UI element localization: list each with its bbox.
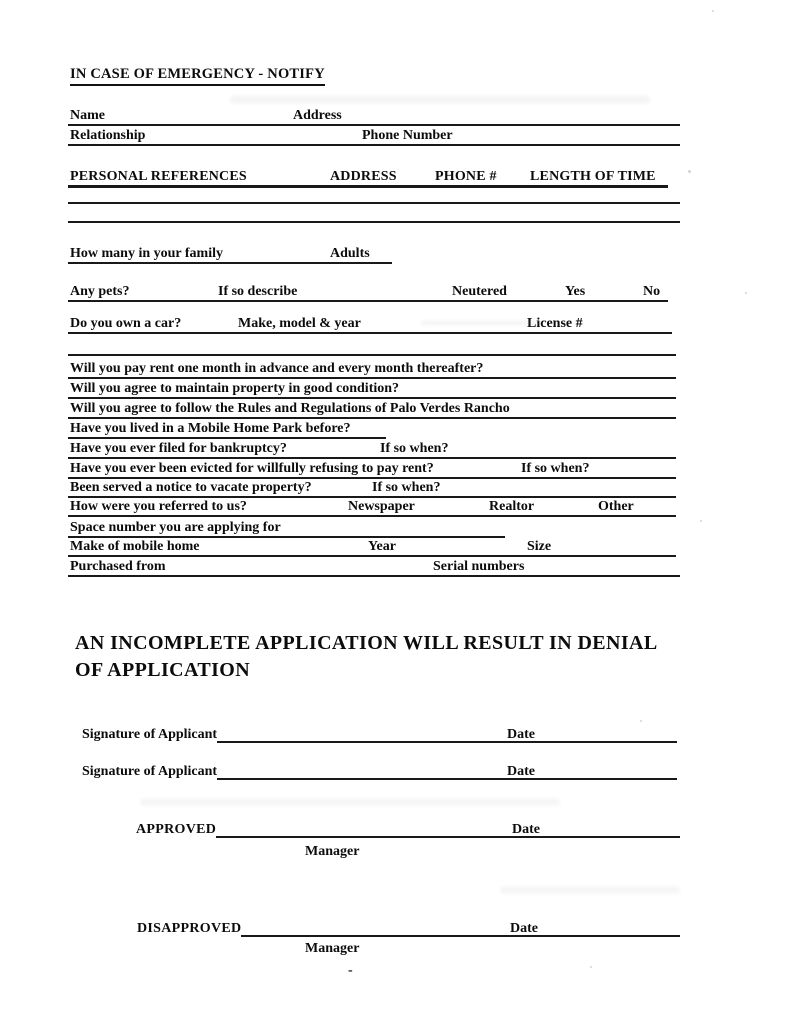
neutered-yes-label: Yes xyxy=(565,283,586,299)
emergency-name-address-row xyxy=(68,104,680,126)
signature-row-1 xyxy=(82,723,677,743)
signature-line-1 xyxy=(217,721,677,743)
rules-regulations-label: Will you agree to follow the Rules and Regulations of Palo Verdes Rancho xyxy=(70,400,510,416)
scan-smudge xyxy=(420,320,540,326)
referred-label: How were you referred to us? xyxy=(70,498,247,514)
evicted-label: Have you ever been evicted for willfully refusing to pay rent? xyxy=(70,460,434,476)
question-mobile-home-before-row xyxy=(68,417,386,439)
scan-speck xyxy=(590,966,592,968)
approved-manager-label: Manager xyxy=(305,844,360,859)
disapproved-date-label: Date xyxy=(510,920,538,936)
license-label: License # xyxy=(527,315,583,331)
bankruptcy-label: Have you ever filed for bankruptcy? xyxy=(70,440,287,456)
make-of-home-label: Make of mobile home xyxy=(70,538,200,554)
approved-line xyxy=(216,816,680,838)
advance-rent-label: Will you pay rent one month in advance and every month thereafter? xyxy=(70,360,484,376)
serial-numbers-label: Serial numbers xyxy=(433,558,525,574)
signature-row-2 xyxy=(82,760,677,780)
page-mark: - xyxy=(348,963,353,978)
neutered-no-label: No xyxy=(643,283,661,299)
approved-date-label: Date xyxy=(512,821,540,837)
relationship-label: Relationship xyxy=(70,127,146,143)
question-bankruptcy-row xyxy=(68,437,676,459)
disapproved-line xyxy=(241,911,680,937)
notice-vacate-label: Been served a notice to vacate property? xyxy=(70,479,312,495)
question-advance-rent-row xyxy=(68,357,676,379)
mobile-home-before-label: Have you lived in a Mobile Home Park before? xyxy=(70,420,351,436)
scan-speck xyxy=(700,520,702,522)
family-row xyxy=(68,242,392,264)
bankruptcy-when-label: If so when? xyxy=(380,440,449,456)
other-label: Other xyxy=(598,498,634,514)
references-phone-label: PHONE # xyxy=(435,168,497,184)
scan-smudge xyxy=(230,95,650,104)
incomplete-application-warning: AN INCOMPLETE APPLICATION WILL RESULT IN DENIAL OF APPLICATION xyxy=(75,632,657,681)
scan-speck xyxy=(712,10,714,12)
references-length-label: LENGTH OF TIME xyxy=(530,168,656,184)
signature-date-label-1: Date xyxy=(507,726,535,742)
own-car-label: Do you own a car? xyxy=(70,315,182,331)
adults-label: Adults xyxy=(330,245,370,261)
year-label: Year xyxy=(368,538,396,554)
emergency-section-title: IN CASE OF EMERGENCY - NOTIFY xyxy=(70,66,325,86)
question-make-of-home-row xyxy=(68,535,676,557)
question-rules-row xyxy=(68,397,676,419)
realtor-label: Realtor xyxy=(489,498,535,514)
how-many-family-label: How many in your family xyxy=(70,245,223,261)
question-referred-row xyxy=(68,495,676,517)
size-label: Size xyxy=(527,538,552,554)
approved-label: APPROVED xyxy=(136,821,217,837)
car-blank-line xyxy=(68,334,676,356)
phone-number-label: Phone Number xyxy=(362,127,453,143)
reference-blank-line-2 xyxy=(68,201,680,223)
name-label: Name xyxy=(70,107,105,123)
signature-date-label-2: Date xyxy=(507,763,535,779)
notice-when-label: If so when? xyxy=(372,479,441,495)
personal-references-label: PERSONAL REFERENCES xyxy=(70,168,247,184)
signature-applicant-label-1: Signature of Applicant xyxy=(82,726,218,742)
approved-row xyxy=(136,818,680,838)
disapproved-manager-label: Manager xyxy=(305,941,360,956)
newspaper-label: Newspaper xyxy=(348,498,415,514)
signature-applicant-label-2: Signature of Applicant xyxy=(82,763,218,779)
scan-smudge xyxy=(500,886,680,894)
car-row xyxy=(68,312,672,334)
signature-line-2 xyxy=(217,758,677,780)
pets-row xyxy=(68,280,668,302)
evicted-when-label: If so when? xyxy=(521,460,590,476)
make-model-year-label: Make, model & year xyxy=(238,315,361,331)
question-maintain-property-row xyxy=(68,377,676,399)
references-address-label: ADDRESS xyxy=(330,168,397,184)
disapproved-label: DISAPPROVED xyxy=(137,920,242,936)
any-pets-label: Any pets? xyxy=(70,283,130,299)
neutered-label: Neutered xyxy=(452,283,507,299)
scan-speck xyxy=(688,170,691,173)
maintain-property-label: Will you agree to maintain property in good condition? xyxy=(70,380,400,396)
if-so-describe-label: If so describe xyxy=(218,283,298,299)
purchased-from-label: Purchased from xyxy=(70,558,166,574)
question-purchased-from-row xyxy=(68,555,680,577)
address-label: Address xyxy=(293,107,342,123)
scan-smudge xyxy=(140,798,560,806)
scan-speck xyxy=(745,292,747,294)
space-number-label: Space number you are applying for xyxy=(70,519,281,535)
scan-speck xyxy=(640,720,642,722)
emergency-relationship-phone-row xyxy=(68,124,680,146)
disapproved-row xyxy=(137,913,680,937)
